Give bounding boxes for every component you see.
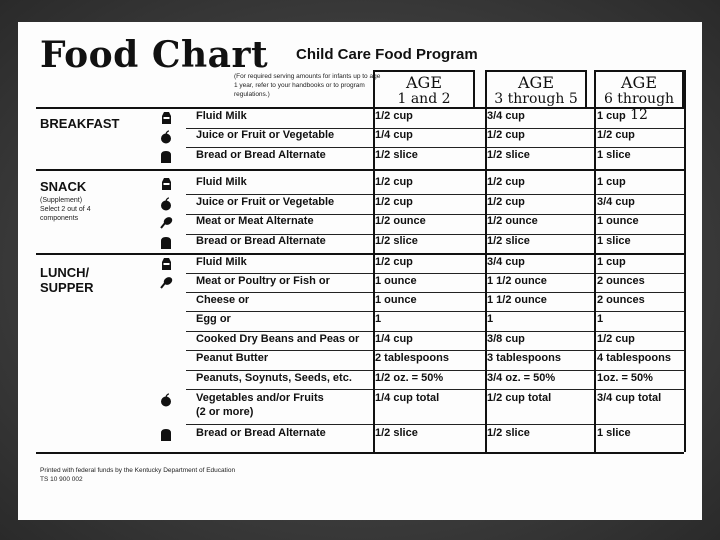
serving-amount: 1/2 cup [487, 129, 525, 141]
food-item-label: Fluid Milk [196, 256, 247, 268]
serving-amount: 1/2 cup [375, 176, 413, 188]
snack-subtitle: (Supplement) [40, 197, 83, 204]
serving-amount: 1 slice [597, 235, 631, 247]
serving-amount: 1/2 cup [597, 333, 635, 345]
serving-amount: 1 cup [597, 110, 626, 122]
serving-amount: 3/4 cup [487, 110, 525, 122]
age-header-label: AGE [517, 73, 554, 92]
age-header-label: AGE [405, 73, 442, 92]
row-divider [186, 273, 684, 274]
food-item-label: Cooked Dry Beans and Peas or [196, 333, 360, 345]
apple-icon [159, 130, 173, 144]
meal-snack: SNACK [40, 179, 87, 194]
serving-amount: 1/2 cup total [487, 392, 552, 404]
serving-amount: 1oz. = 50% [597, 372, 653, 384]
food-chart-document [18, 22, 702, 520]
milk-carton-icon [159, 177, 173, 191]
serving-amount: 2 tablespoons [375, 352, 449, 364]
serving-amount: 3/4 cup total [597, 392, 662, 404]
row-divider [36, 452, 684, 454]
row-divider [36, 107, 684, 109]
bread-icon [159, 428, 173, 442]
serving-amount: 1/4 cup total [375, 392, 440, 404]
serving-amount: 4 tablespoons [597, 352, 671, 364]
age-header-range: 1 and 2 [397, 91, 451, 107]
serving-amount: 1/2 cup [375, 110, 413, 122]
food-item-label: Peanut Butter [196, 352, 269, 364]
milk-carton-icon [159, 111, 173, 125]
drumstick-icon [159, 276, 173, 290]
serving-amount: 1/2 slice [375, 235, 418, 247]
bread-icon [159, 236, 173, 250]
footer-line-1: Printed with federal funds by the Kentucky Department of Education [40, 467, 236, 474]
food-item-label: Fluid Milk [196, 176, 247, 188]
apple-icon [159, 393, 173, 407]
age-header-3-5 [485, 70, 587, 108]
serving-amount: 1/2 cup [487, 196, 525, 208]
food-item-label: Juice or Fruit or Vegetable [196, 129, 335, 141]
serving-amount: 1/2 ounce [375, 215, 426, 227]
serving-amount: 3/4 oz. = 50% [487, 372, 556, 384]
row-divider [186, 331, 684, 332]
meal-supper: SUPPER [40, 280, 94, 295]
program-name: Child Care Food Program [296, 46, 478, 63]
serving-amount: 1 [597, 313, 604, 325]
serving-amount: 1/2 slice [487, 149, 530, 161]
serving-amount: 3/4 cup [597, 196, 635, 208]
column-divider [594, 70, 596, 452]
row-divider [186, 350, 684, 351]
serving-amount: 1/2 slice [487, 427, 530, 439]
row-divider [186, 292, 684, 293]
food-item-label: Juice or Fruit or Vegetable [196, 196, 335, 208]
row-divider [36, 253, 684, 255]
serving-amount: 1/2 slice [487, 235, 530, 247]
row-divider [36, 169, 684, 171]
serving-amount: 3/8 cup [487, 333, 525, 345]
age-header-label: AGE [620, 73, 657, 92]
serving-amount: 1/2 cup [375, 196, 413, 208]
apple-icon [159, 197, 173, 211]
food-item-label: Vegetables and/or Fruits [196, 392, 324, 404]
food-item-label: Cheese or [196, 294, 250, 306]
footer-line-2: TS 10 900 002 [40, 476, 83, 483]
serving-amount: 1/2 ounce [487, 215, 538, 227]
serving-amount: 1 ounce [597, 215, 639, 227]
milk-carton-icon [159, 257, 173, 271]
row-divider [186, 311, 684, 312]
footer-credit [40, 466, 235, 484]
row-divider [186, 194, 684, 195]
food-item-label: Meat or Meat Alternate [196, 215, 314, 227]
infant-note: (For required serving amounts for infants up to age 1 year, refer to your handbooks or to program regulations.) [234, 73, 381, 98]
drumstick-icon [159, 216, 173, 230]
food-item-label: Peanuts, Soynuts, Seeds, etc. [196, 372, 352, 384]
age-header-1-2 [373, 70, 475, 108]
row-divider [186, 389, 684, 390]
serving-amount: 1/2 slice [375, 149, 418, 161]
serving-amount: 1 cup [597, 176, 626, 188]
food-item-label: Egg or [196, 313, 231, 325]
serving-amount: 1/4 cup [375, 333, 413, 345]
food-item-label: Bread or Bread Alternate [196, 427, 326, 439]
meal-breakfast: BREAKFAST [40, 116, 120, 131]
serving-amount: 1 ounce [375, 294, 417, 306]
serving-amount: 2 ounces [597, 294, 645, 306]
snack-instruction-2: components [40, 215, 79, 222]
serving-amount: 1/2 cup [375, 256, 413, 268]
serving-amount: 1 slice [597, 427, 631, 439]
column-divider [684, 70, 686, 452]
serving-amount: 1 [375, 313, 382, 325]
serving-amount: 1 [487, 313, 494, 325]
serving-amount: 1 cup [597, 256, 626, 268]
serving-amount: 1/2 cup [597, 129, 635, 141]
serving-amount: 1/2 cup [487, 176, 525, 188]
food-item-label: Bread or Bread Alternate [196, 235, 326, 247]
food-item-label: Fluid Milk [196, 110, 247, 122]
food-item-label: Bread or Bread Alternate [196, 149, 326, 161]
serving-amount: 1 1/2 ounce [487, 275, 547, 287]
serving-amount: 2 ounces [597, 275, 645, 287]
food-item-label-2: (2 or more) [196, 406, 254, 418]
serving-amount: 1/2 oz. = 50% [375, 372, 444, 384]
serving-amount: 3/4 cup [487, 256, 525, 268]
food-item-label: Meat or Poultry or Fish or [196, 275, 330, 287]
chart-title: Food Chart [40, 34, 269, 76]
row-divider [186, 147, 684, 148]
snack-instruction: Select 2 out of 4 [40, 206, 91, 213]
bread-icon [159, 150, 173, 164]
serving-amount: 1 slice [597, 149, 631, 161]
age-header-range: 6 through 12 [603, 91, 675, 123]
serving-amount: 3 tablespoons [487, 352, 561, 364]
age-header-range: 3 through 5 [494, 91, 578, 107]
serving-amount: 1 1/2 ounce [487, 294, 547, 306]
meal-lunch: LUNCH/ [40, 265, 90, 280]
serving-amount: 1/4 cup [375, 129, 413, 141]
serving-amount: 1 ounce [375, 275, 417, 287]
serving-amount: 1/2 slice [375, 427, 418, 439]
row-divider [186, 424, 684, 425]
row-divider [186, 370, 684, 371]
